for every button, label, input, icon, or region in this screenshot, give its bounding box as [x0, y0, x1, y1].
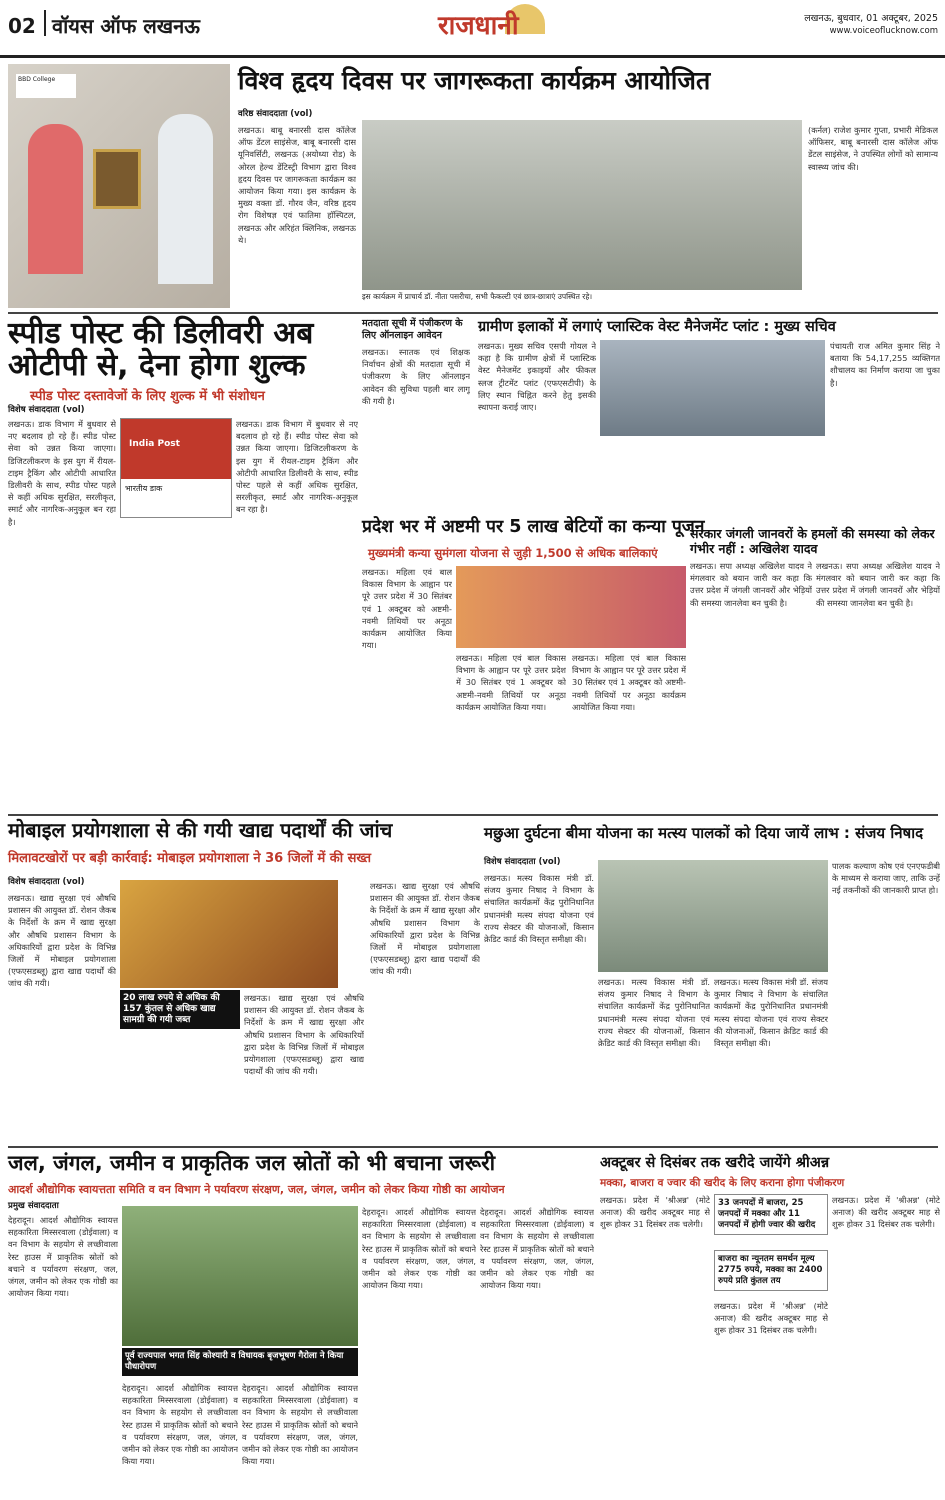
group-photo — [362, 120, 802, 290]
website-link[interactable]: www.voiceoflucknow.com — [829, 26, 938, 36]
article-foodlab-col2: लखनऊ। खाद्य सुरक्षा एवं औषधि प्रशासन की आयुक्त डॉ. रोशन जैकब के निर्देशों के क्रम में खाद्य सुरक्षा और औषधि प्रशासन विभाग के अधिकारियों द्वारा प्रदेश के विभिन्न जिलों में मोबाइल प्रयोगशाला (एफएसडब्लू) द्वारा खाद्य पदार्थों की जांच की गयी। — [244, 993, 364, 1077]
article-plastic: लखनऊ। मुख्य सचिव एसपी गोयल ने कहा है कि ग्रामीण क्षेत्रों में प्लास्टिक वेस्ट मैनेजमेंट इकाइयों और फीकल स्लज ट्रीटमेंट प्लांट (एफएसटीपी) के लिए स्थान चिह्नित करने हेतु इसकी स्थापना कराई जाए। — [478, 341, 596, 413]
article-wildlife: लखनऊ। सपा अध्यक्ष अखिलेश यादव ने मंगलवार को बयान जारी कर कहा कि उत्तर प्रदेश में जंगली जानवरों और भेड़ियों की समस्या जानलेवा बन चुकी है। — [690, 561, 812, 608]
headline-foodlab: मोबाइल प्रयोगशाला से की गयी खाद्य पदार्थों की जांच — [8, 818, 393, 842]
headline-speedpost: स्पीड पोस्ट की डिलीवरी अब ओटीपी से, देना होगा शुल्क — [8, 316, 314, 383]
award-frame — [93, 149, 141, 209]
article-fish-col4: पालक कल्याण कोष एवं एनएफडीबी के माध्यम से कराया जाए, ताकि उन्हें नई तकनीकों की जानकारी प्राप्त हो। — [832, 861, 940, 896]
caption-heart: इस कार्यक्रम में प्राचार्य डॉ. नीता पसरीचा, सभी फैकल्टी एवं छात्र-छात्राएं उपस्थित रहे। — [362, 292, 593, 301]
article-foodlab-col3: लखनऊ। खाद्य सुरक्षा एवं औषधि प्रशासन की आयुक्त डॉ. रोशन जैकब के निर्देशों के क्रम में खाद्य सुरक्षा और औषधि प्रशासन विभाग के अधिकारियों द्वारा प्रदेश के विभिन्न जिलों में मोबाइल प्रयोगशाला (एफएसडब्लू) द्वारा खाद्य पदार्थों की जांच की गयी। — [370, 881, 480, 977]
subhead-anna: मक्का, बाजरा व ज्वार की खरीद के लिए कराना होगा पंजीकरण — [600, 1177, 845, 1189]
plantation-photo — [122, 1206, 358, 1346]
india-post-hindi: भारतीय डाक — [125, 484, 163, 493]
byline-fish: विशेष संवाददाता (vol) — [484, 857, 561, 867]
subhead-foodlab: मिलावटखोरों पर बड़ी कार्रवाई: मोबाइल प्रयोगशाला ने 36 जिलों में की सख्त — [8, 851, 372, 866]
article-foodlab: लखनऊ। खाद्य सुरक्षा एवं औषधि प्रशासन की आयुक्त डॉ. रोशन जैकब के निर्देशों के क्रम में खाद्य सुरक्षा और औषधि प्रशासन विभाग के अधिकारियों द्वारा प्रदेश के विभिन्न जिलों में मोबाइल प्रयोगशाला (एफएसडब्लू) द्वारा खाद्य पदार्थों की जांच की गयी। — [8, 893, 116, 989]
divider — [8, 312, 938, 314]
headline-plastic: ग्रामीण इलाकों में लगाएं प्लास्टिक वेस्ट मैनेजमेंट प्लांट : मुख्य सचिव — [478, 319, 836, 335]
article-speedpost: लखनऊ। डाक विभाग में बुधवार से नए बदलाव हो रहे हैं। स्पीड पोस्ट सेवा को उन्नत किया जाएगा। डिजिटलीकरण के इस युग में रीयल-टाइम ट्रैकिंग और ओटीपी आधारित डिलीवरी के साथ, स्पीड पोस्ट पहले से कहीं अधिक सुरक्षित, सरलीकृत, स्मार्ट और नागरिक-अनुकूल बन रहा है। — [8, 419, 116, 527]
headline-heart: विश्व हृदय दिवस पर जागरूकता कार्यक्रम आयोजित — [238, 66, 711, 95]
article-plastic-col3: पंचायती राज अमित कुमार सिंह ने बताया कि 54,17,255 व्यक्तिगत शौचालय का निर्माण कराया जा चुका है। — [830, 341, 940, 388]
divider — [44, 10, 46, 36]
headline-fish: मछुआ दुर्घटना बीमा योजना का मत्स्य पालकों को दिया जायें लाभ : संजय निषाद — [484, 824, 924, 842]
article-forest: देहरादून। आदर्श औद्योगिक स्वायत्त सहकारिता मिस्सरवाला (डोईवाला) व वन विभाग के सहयोग से लच्छीवाला रेस्ट हाउस में प्राकृतिक स्रोतों को बचाने व पर्यावरण संरक्षण, जल, जंगल, जमीन को लेकर एक गोष्ठी का आयोजन किया गया। — [8, 1215, 118, 1299]
dateline — [760, 12, 938, 38]
subhead-forest: आदर्श औद्योगिक स्वायत्तता समिति व वन विभाग ने पर्यावरण संरक्षण, जल, जंगल, जमीन को लेकर किया गोष्ठी का आयोजन — [8, 1183, 505, 1196]
byline-foodlab: विशेष संवाददाता (vol) — [8, 877, 85, 887]
divider — [8, 814, 938, 816]
article-forest-col3: देहरादून। आदर्श औद्योगिक स्वायत्त सहकारिता मिस्सरवाला (डोईवाला) व वन विभाग के सहयोग से लच्छीवाला रेस्ट हाउस में प्राकृतिक स्रोतों को बचाने व पर्यावरण संरक्षण, जल, जंगल, जमीन को लेकर एक गोष्ठी का आयोजन किया गया। — [242, 1383, 358, 1467]
article-kanya-col2: लखनऊ। महिला एवं बाल विकास विभाग के आह्वान पर पूरे उत्तर प्रदेश में 30 सितंबर एवं 1 अक्टूबर को अष्टमी-नवमी तिथियों पर अनूठा कार्यक्रम आयोजित किया गया। — [456, 653, 566, 712]
headline-kanya: प्रदेश भर में अष्टमी पर 5 लाख बेटियों का कन्या पूजन — [362, 517, 705, 537]
headline-wildlife: सरकार जंगली जानवरों के हमलों की समस्या को लेकर गंभीर नहीं : अखिलेश यादव — [690, 526, 935, 556]
page-number: 02 — [8, 14, 36, 38]
fish-meeting-photo — [598, 860, 828, 972]
article-heart-col1: लखनऊ। बाबू बनारसी दास कॉलेज ऑफ डेंटल साइंसेज, बाबू बनारसी दास यूनिवर्सिटी, लखनऊ (अयोध्या रोड) के ओरल हेल्थ डेंटिस्ट्री विभाग द्वारा विश्व हृदय दिवस पर जागरूकता कार्यक्रम का आयोजन किया गया। इस कार्यक्रम के मुख्य वक्ता डॉ. गौरव जैन, वरिष्ठ हृदय रोग विशेषज्ञ एवं फातिमा हॉस्पिटल, लखनऊ और अरिहंत क्लिनिक, लखनऊ थे। — [238, 125, 356, 245]
callout-anna-2: बाजरा का न्यूनतम समर्थन मूल्य 2775 रुपये, मक्का का 2400 रुपये प्रति कुंतल तय — [714, 1250, 828, 1291]
headline-voterlist: मतदाता सूची में पंजीकरण के लिए ऑनलाइन आवेदन — [362, 318, 463, 341]
article-forest-col2: देहरादून। आदर्श औद्योगिक स्वायत्त सहकारिता मिस्सरवाला (डोईवाला) व वन विभाग के सहयोग से लच्छीवाला रेस्ट हाउस में प्राकृतिक स्रोतों को बचाने व पर्यावरण संरक्षण, जल, जंगल, जमीन को लेकर एक गोष्ठी का आयोजन किया गया। — [122, 1383, 238, 1467]
article-wildlife-col2: लखनऊ। सपा अध्यक्ष अखिलेश यादव ने मंगलवार को बयान जारी कर कहा कि उत्तर प्रदेश में जंगली जानवरों और भेड़ियों की समस्या जानलेवा बन चुकी है। — [816, 561, 940, 608]
kanya-pujan-photo — [456, 566, 686, 648]
article-anna: लखनऊ। प्रदेश में 'श्रीअन्न' (मोटे अनाज) की खरीद अक्टूबर माह से शुरू होकर 31 दिसंबर तक चलेगी। — [600, 1195, 710, 1230]
india-post-logo — [120, 418, 232, 518]
section-title: वॉयस ऑफ लखनऊ — [52, 14, 200, 38]
article-anna-col3: लखनऊ। प्रदेश में 'श्रीअन्न' (मोटे अनाज) की खरीद अक्टूबर माह से शुरू होकर 31 दिसंबर तक चलेगी। — [832, 1195, 940, 1230]
masthead-title: राजधानी — [438, 11, 519, 41]
article-speedpost-col2: लखनऊ। डाक विभाग में बुधवार से नए बदलाव हो रहे हैं। स्पीड पोस्ट सेवा को उन्नत किया जाएगा। डिजिटलीकरण के इस युग में रीयल-टाइम ट्रैकिंग और ओटीपी आधारित डिलीवरी के साथ, स्पीड पोस्ट पहले से कहीं अधिक सुरक्षित, सरलीकृत, स्मार्ट और नागरिक-अनुकूल बन रहा है। — [236, 419, 358, 515]
byline-speedpost: विशेष संवाददाता (vol) — [8, 405, 85, 415]
food-sample-photo — [120, 880, 338, 988]
subhead-speedpost: स्पीड पोस्ट दस्तावेजों के लिए शुल्क में भी संशोधन — [30, 389, 265, 404]
article-heart-col3: (कर्नल) राजेश कुमार गुप्ता, प्रभारी मेडिकल ऑफिसर, बाबू बनारसी दास कॉलेज ऑफ डेंटल साइंसेज, ने उपस्थित लोगों को सामान्य स्वास्थ्य जांच की। — [808, 125, 938, 172]
college-banner: BBD College — [16, 74, 76, 98]
byline-forest: प्रमुख संवाददाता — [8, 1201, 59, 1211]
person-right — [158, 114, 213, 284]
headline-anna: अक्टूबर से दिसंबर तक खरीदे जायेंगे श्रीअन्न — [600, 1155, 830, 1171]
meeting-photo — [600, 340, 825, 436]
article-forest-col5: देहरादून। आदर्श औद्योगिक स्वायत्त सहकारिता मिस्सरवाला (डोईवाला) व वन विभाग के सहयोग से लच्छीवाला रेस्ट हाउस में प्राकृतिक स्रोतों को बचाने व पर्यावरण संरक्षण, जल, जंगल, जमीन को लेकर एक गोष्ठी का आयोजन किया गया। — [480, 1207, 594, 1291]
divider — [8, 1146, 938, 1148]
headline-forest: जल, जंगल, जमीन व प्राकृतिक जल स्रोतों को भी बचाना जरूरी — [8, 1151, 496, 1175]
date-text: लखनऊ, बुधवार, 01 अक्टूबर, 2025 — [804, 13, 938, 24]
callout-foodlab: 20 लाख रुपये से अधिक की 157 कुंतल से अधिक खाद्य सामग्री की गयी जब्त — [120, 990, 240, 1029]
india-post-logo-text: India Post — [121, 419, 231, 479]
caption-forest: पूर्व राज्यपाल भगत सिंह कोश्यारी व विधायक बृजभूषण गैरोला ने किया पौधारोपण — [122, 1348, 358, 1376]
callout-anna-1: 33 जनपदों में बाजरा, 25 जनपदों में मक्का और 11 जनपदों में होगी ज्वार की खरीद — [714, 1194, 828, 1235]
article-kanya: लखनऊ। महिला एवं बाल विकास विभाग के आह्वान पर पूरे उत्तर प्रदेश में 30 सितंबर एवं 1 अक्टूबर को अष्टमी-नवमी तिथियों पर अनूठा कार्यक्रम आयोजित किया गया। — [362, 567, 452, 651]
masthead-bar — [0, 0, 945, 58]
article-voterlist: लखनऊ। स्नातक एवं शिक्षक निर्वाचन क्षेत्रों की मतदाता सूची में पंजीकरण के लिए ऑनलाइन आवेदन की सुविधा पहली बार लागू की गयी है। — [362, 347, 470, 406]
article-kanya-col3: लखनऊ। महिला एवं बाल विकास विभाग के आह्वान पर पूरे उत्तर प्रदेश में 30 सितंबर एवं 1 अक्टूबर को अष्टमी-नवमी तिथियों पर अनूठा कार्यक्रम आयोजित किया गया। — [572, 653, 686, 712]
award-photo — [8, 64, 230, 308]
article-forest-col4: देहरादून। आदर्श औद्योगिक स्वायत्त सहकारिता मिस्सरवाला (डोईवाला) व वन विभाग के सहयोग से लच्छीवाला रेस्ट हाउस में प्राकृतिक स्रोतों को बचाने व पर्यावरण संरक्षण, जल, जंगल, जमीन को लेकर एक गोष्ठी का आयोजन किया गया। — [362, 1207, 476, 1291]
article-fish-col3: लखनऊ। मत्स्य विकास मंत्री डॉ. संजय कुमार निषाद ने विभाग के संचालित कार्यक्रमों केंद्र पुरोनिधानित प्रधानमंत्री मत्स्य संपदा योजना एवं राज्य सेक्टर की योजनाओं, किसान क्रेडिट कार्ड की विस्तृत समीक्षा की। — [714, 977, 828, 1049]
byline-heart: वरिष्ठ संवाददाता (vol) — [238, 109, 313, 119]
article-fish: लखनऊ। मत्स्य विकास मंत्री डॉ. संजय कुमार निषाद ने विभाग के संचालित कार्यक्रमों केंद्र पुरोनिधानित प्रधानमंत्री मत्स्य संपदा योजना एवं राज्य सेक्टर की योजनाओं, किसान क्रेडिट कार्ड की विस्तृत समीक्षा की। — [484, 873, 594, 945]
person-left — [28, 124, 83, 274]
article-anna-col2: लखनऊ। प्रदेश में 'श्रीअन्न' (मोटे अनाज) की खरीद अक्टूबर माह से शुरू होकर 31 दिसंबर तक चलेगी। — [714, 1301, 828, 1336]
article-fish-col2: लखनऊ। मत्स्य विकास मंत्री डॉ. संजय कुमार निषाद ने विभाग के संचालित कार्यक्रमों केंद्र पुरोनिधानित प्रधानमंत्री मत्स्य संपदा योजना एवं राज्य सेक्टर की योजनाओं, किसान क्रेडिट कार्ड की विस्तृत समीक्षा की। — [598, 977, 710, 1049]
subhead-kanya: मुख्यमंत्री कन्या सुमंगला योजना से जुड़ी 1,500 से अधिक बालिकाएं — [368, 546, 658, 560]
